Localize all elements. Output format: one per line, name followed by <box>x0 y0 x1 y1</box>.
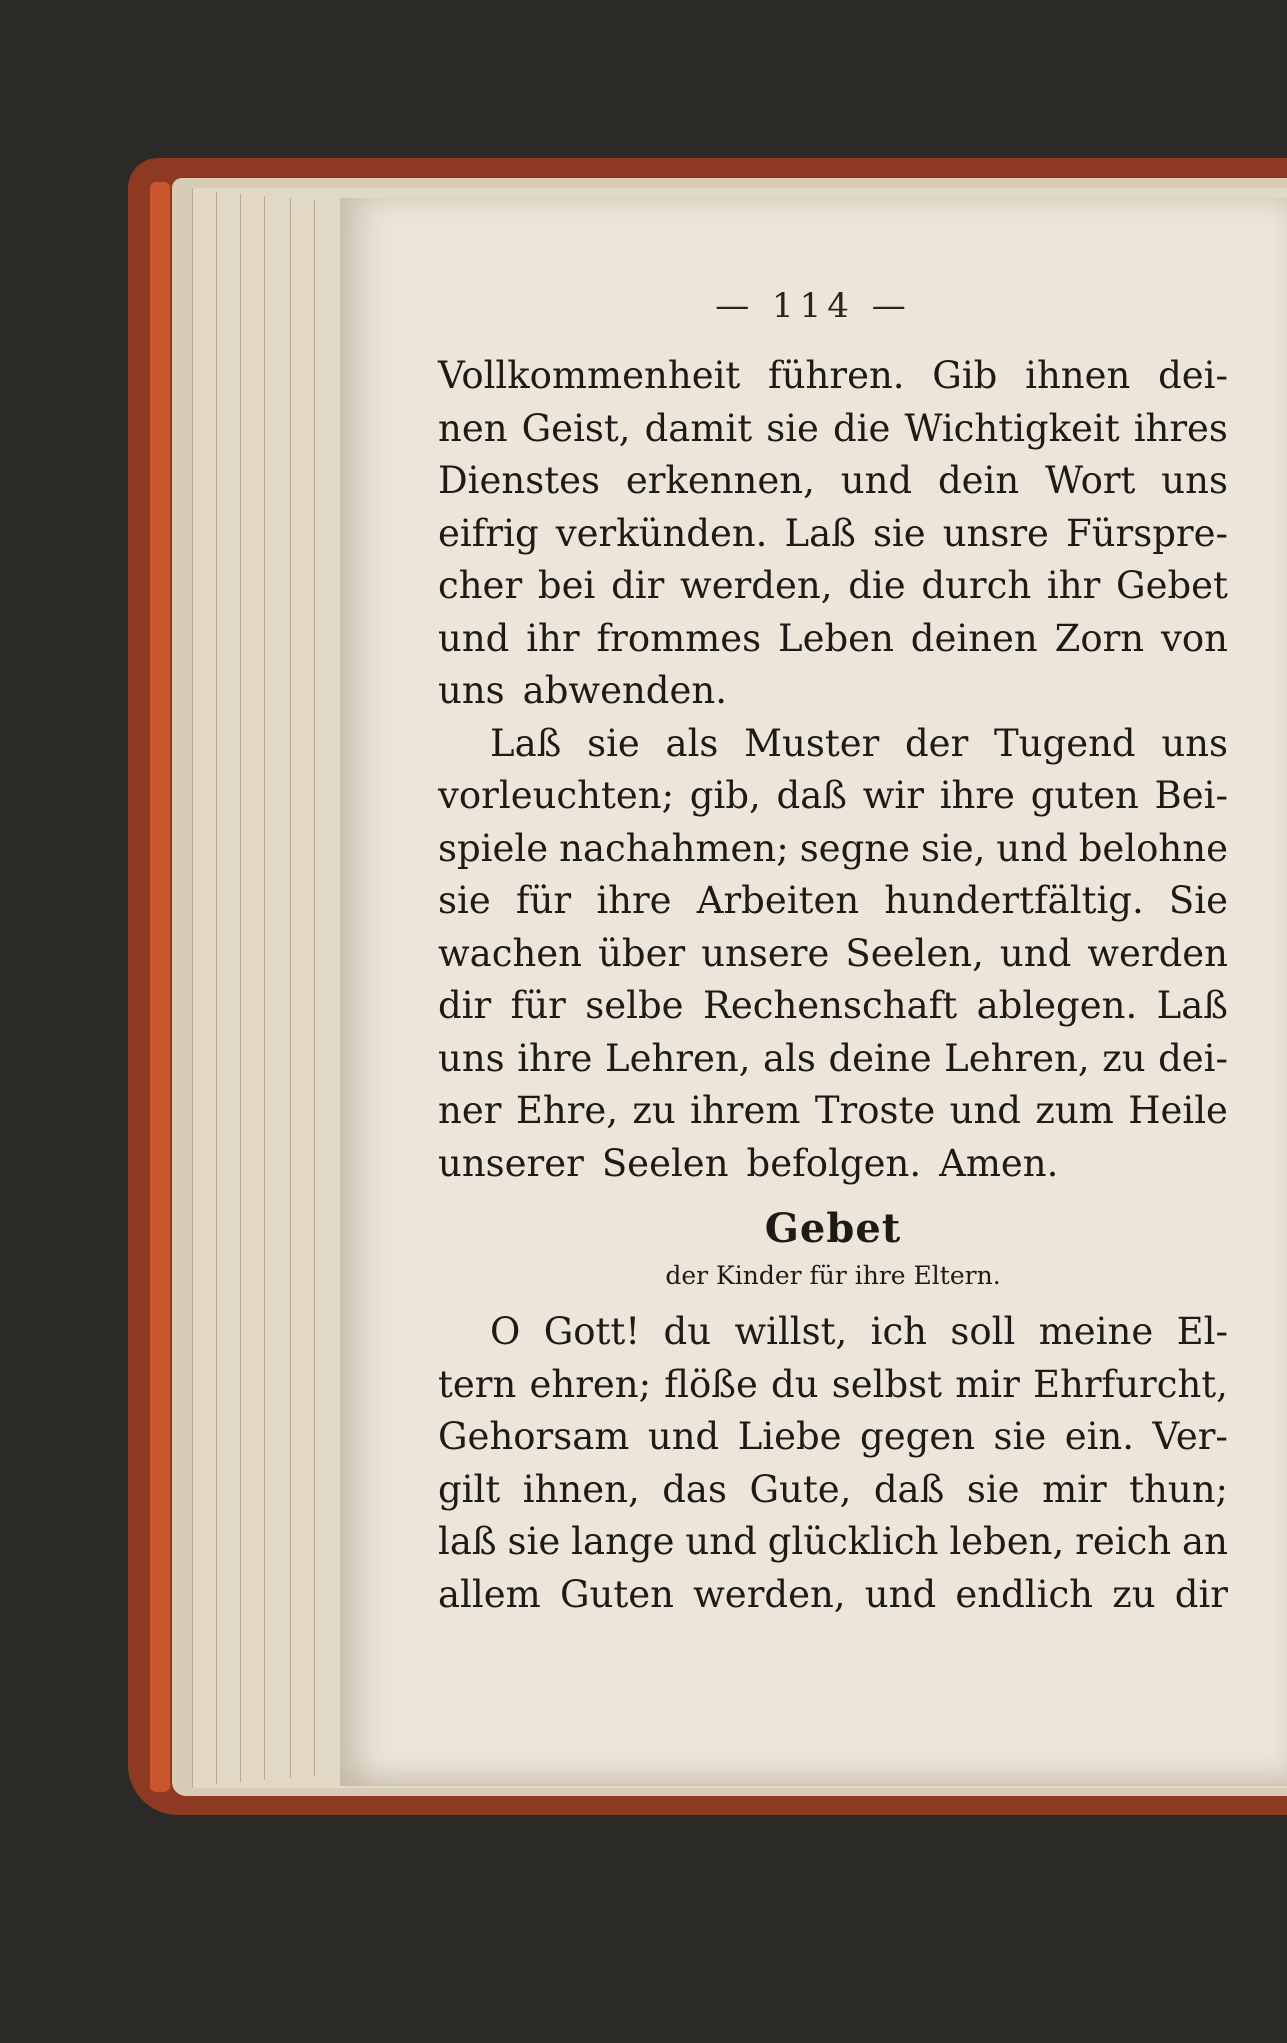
text-line <box>438 770 1228 823</box>
word: dir <box>611 564 665 607</box>
word: sie <box>872 511 926 555</box>
word: Gib <box>932 354 998 397</box>
word: O <box>490 1310 521 1353</box>
prayer-heading: Gebet <box>764 1205 902 1252</box>
word: thun; <box>1129 1467 1228 1511</box>
word: das <box>662 1467 727 1511</box>
word: Seelen, <box>845 931 984 975</box>
word: daß <box>776 774 847 817</box>
word: ner <box>438 1089 502 1132</box>
word: für <box>515 879 572 922</box>
word: der <box>905 721 969 765</box>
text-line <box>438 560 1228 613</box>
word: Heile <box>1128 1089 1228 1132</box>
word: leben, <box>949 1520 1065 1563</box>
word: Ver- <box>1152 1415 1228 1458</box>
word: Arbeiten <box>696 879 860 922</box>
word: führen. <box>768 354 905 397</box>
word: uns <box>438 669 505 712</box>
word: allem <box>438 1572 541 1616</box>
word: damit <box>644 406 753 450</box>
word: uns <box>438 1036 505 1080</box>
word: und <box>438 616 510 660</box>
word: bei <box>537 564 596 607</box>
word: eifrig <box>438 511 539 555</box>
word: du <box>771 1362 819 1406</box>
word: Dienstes <box>438 459 600 502</box>
word: Wort <box>1045 459 1136 502</box>
word: zu <box>1102 1036 1146 1080</box>
word: wir <box>862 774 924 817</box>
word: segne <box>799 826 910 870</box>
word: Troste <box>814 1089 936 1132</box>
paragraph-3 <box>438 1306 1228 1621</box>
word: sie <box>438 879 491 922</box>
word: nachahmen; <box>559 826 789 870</box>
word: wachen <box>438 931 583 975</box>
text-line <box>438 350 1228 403</box>
word: laß <box>438 1520 497 1563</box>
word: mir <box>1042 1467 1107 1511</box>
word: Ehrfurcht, <box>1033 1362 1228 1406</box>
word: ihre <box>517 1036 593 1080</box>
text-line <box>438 508 1228 561</box>
word: werden <box>1087 931 1228 975</box>
word: Guten <box>559 1572 674 1616</box>
word: und <box>840 459 913 502</box>
word: belohne <box>1078 826 1228 870</box>
word: sie <box>993 1415 1047 1458</box>
word: und <box>685 1520 757 1563</box>
word: reich <box>1075 1520 1172 1563</box>
word: von <box>1160 616 1228 660</box>
word: uns <box>1161 721 1228 765</box>
word: Vollkommenheit <box>438 354 741 397</box>
word: mir <box>955 1362 1020 1406</box>
word: erkennen, <box>625 459 815 502</box>
word: unsere <box>701 931 830 975</box>
word: dei- <box>1158 1036 1228 1080</box>
text-line <box>438 1464 1228 1517</box>
word: an <box>1182 1520 1228 1563</box>
cover-edge <box>150 182 170 1792</box>
word: durch <box>921 564 1032 607</box>
word: und <box>864 1572 937 1616</box>
word: Seelen <box>601 1141 729 1185</box>
word: ihr <box>1046 564 1101 607</box>
word: soll <box>950 1310 1016 1353</box>
word: hundertfältig. <box>884 879 1144 922</box>
word: Laß <box>784 511 856 555</box>
text-line <box>438 455 1228 508</box>
text-line <box>438 1359 1228 1412</box>
text-line <box>438 1306 1228 1359</box>
word: uns <box>1161 459 1228 502</box>
word: sie <box>507 1520 561 1563</box>
word: unserer <box>438 1141 584 1185</box>
word: El- <box>1176 1310 1228 1353</box>
word: ihnen <box>1025 354 1131 397</box>
text-line <box>438 403 1228 456</box>
word: Gott! <box>543 1310 641 1353</box>
word: sie <box>966 1467 1020 1511</box>
word: glücklich <box>767 1520 939 1563</box>
word: Gute, <box>749 1467 852 1511</box>
word: nen <box>438 406 508 450</box>
word: ich <box>870 1310 927 1353</box>
word: werden, <box>693 1572 846 1616</box>
word: Muster <box>744 721 880 765</box>
text-line <box>438 1569 1228 1622</box>
word: die <box>832 406 891 450</box>
word: endlich <box>955 1572 1094 1616</box>
word: daß <box>873 1467 945 1511</box>
word: und <box>647 1415 720 1458</box>
word: abwenden. <box>522 669 727 712</box>
word: als <box>665 721 719 765</box>
text-line <box>438 1085 1228 1138</box>
word: Lehren, <box>605 1036 751 1080</box>
word: und <box>996 826 1068 870</box>
paragraph-1 <box>438 350 1228 718</box>
word: frommes <box>596 616 762 660</box>
text-line <box>438 823 1228 876</box>
word: lange <box>571 1520 675 1563</box>
word: zum <box>1035 1089 1114 1132</box>
word: flöße <box>664 1362 758 1406</box>
word: unsre <box>942 511 1049 555</box>
word: deinen <box>910 616 1038 660</box>
word: Leben <box>778 616 894 660</box>
word: Laß <box>490 721 562 765</box>
word: Bei- <box>1154 774 1228 817</box>
text-line <box>438 613 1228 666</box>
word: Laß <box>1156 984 1228 1027</box>
word: dein <box>937 459 1020 502</box>
word: guten <box>1030 774 1139 817</box>
word: dir <box>1174 1572 1228 1616</box>
book-page <box>340 198 1287 1786</box>
word: und <box>999 931 1072 975</box>
word: ihrem <box>690 1089 801 1132</box>
word: ein. <box>1064 1415 1135 1458</box>
word: Geist, <box>521 406 631 450</box>
word: ablegen. <box>976 984 1138 1027</box>
word: Ehre, <box>515 1089 618 1132</box>
word: deine <box>828 1036 932 1080</box>
text-line <box>438 875 1228 928</box>
word: vorleuchten; <box>438 774 675 817</box>
prayer-subheading: der Kinder für ihre Eltern. <box>665 1261 1001 1290</box>
text-line <box>438 718 1228 771</box>
word: sie <box>766 406 819 450</box>
word: spiele <box>438 826 549 870</box>
word: gilt <box>438 1467 501 1511</box>
word: und <box>949 1089 1021 1132</box>
word: dir <box>438 984 492 1027</box>
word: ehren; <box>529 1362 652 1406</box>
word: Wichtigkeit <box>904 406 1120 450</box>
word: Tugend <box>994 721 1136 765</box>
text-line <box>438 1516 1228 1569</box>
word: Sie <box>1168 879 1228 922</box>
word: dei- <box>1158 354 1228 397</box>
word: ihnen, <box>522 1467 640 1511</box>
page-number: — 114 — <box>715 286 912 326</box>
word: Fürspre- <box>1066 511 1228 555</box>
text-line <box>438 665 1228 718</box>
word: für <box>510 984 566 1027</box>
word: meine <box>1038 1310 1154 1353</box>
word: sie, <box>920 826 986 870</box>
word: verkünden. <box>555 511 768 555</box>
word: tern <box>438 1362 517 1406</box>
page-text <box>438 350 1228 1621</box>
word: werden, <box>680 564 833 607</box>
word: cher <box>438 564 523 607</box>
word: selbst <box>831 1362 943 1406</box>
word: ihre <box>596 879 672 922</box>
word: Gebet <box>1116 564 1228 607</box>
word: ihr <box>526 616 580 660</box>
word: sie <box>587 721 640 765</box>
word: Gehorsam <box>438 1415 630 1458</box>
word: befolgen. <box>746 1141 922 1185</box>
word: Zorn <box>1054 616 1145 660</box>
word: ihre <box>939 774 1015 817</box>
paragraph-2 <box>438 718 1228 1191</box>
text-line <box>438 1411 1228 1464</box>
text-line <box>438 928 1228 981</box>
word: Amen. <box>939 1141 1059 1185</box>
word: selbe <box>585 984 684 1027</box>
word: die <box>848 564 906 607</box>
word: Liebe <box>737 1415 842 1458</box>
word: zu <box>1112 1572 1156 1616</box>
word: als <box>763 1036 816 1080</box>
word: du <box>663 1310 712 1353</box>
text-line <box>438 1033 1228 1086</box>
word: zu <box>632 1089 676 1132</box>
text-line <box>438 980 1228 1033</box>
word: Lehren, <box>944 1036 1090 1080</box>
text-line <box>438 1138 1228 1191</box>
word: gegen <box>860 1415 976 1458</box>
word: gib, <box>689 774 761 817</box>
word: Rechenschaft <box>702 984 958 1027</box>
word: willst, <box>734 1310 848 1353</box>
word: über <box>598 931 686 975</box>
word: ihres <box>1133 406 1228 450</box>
